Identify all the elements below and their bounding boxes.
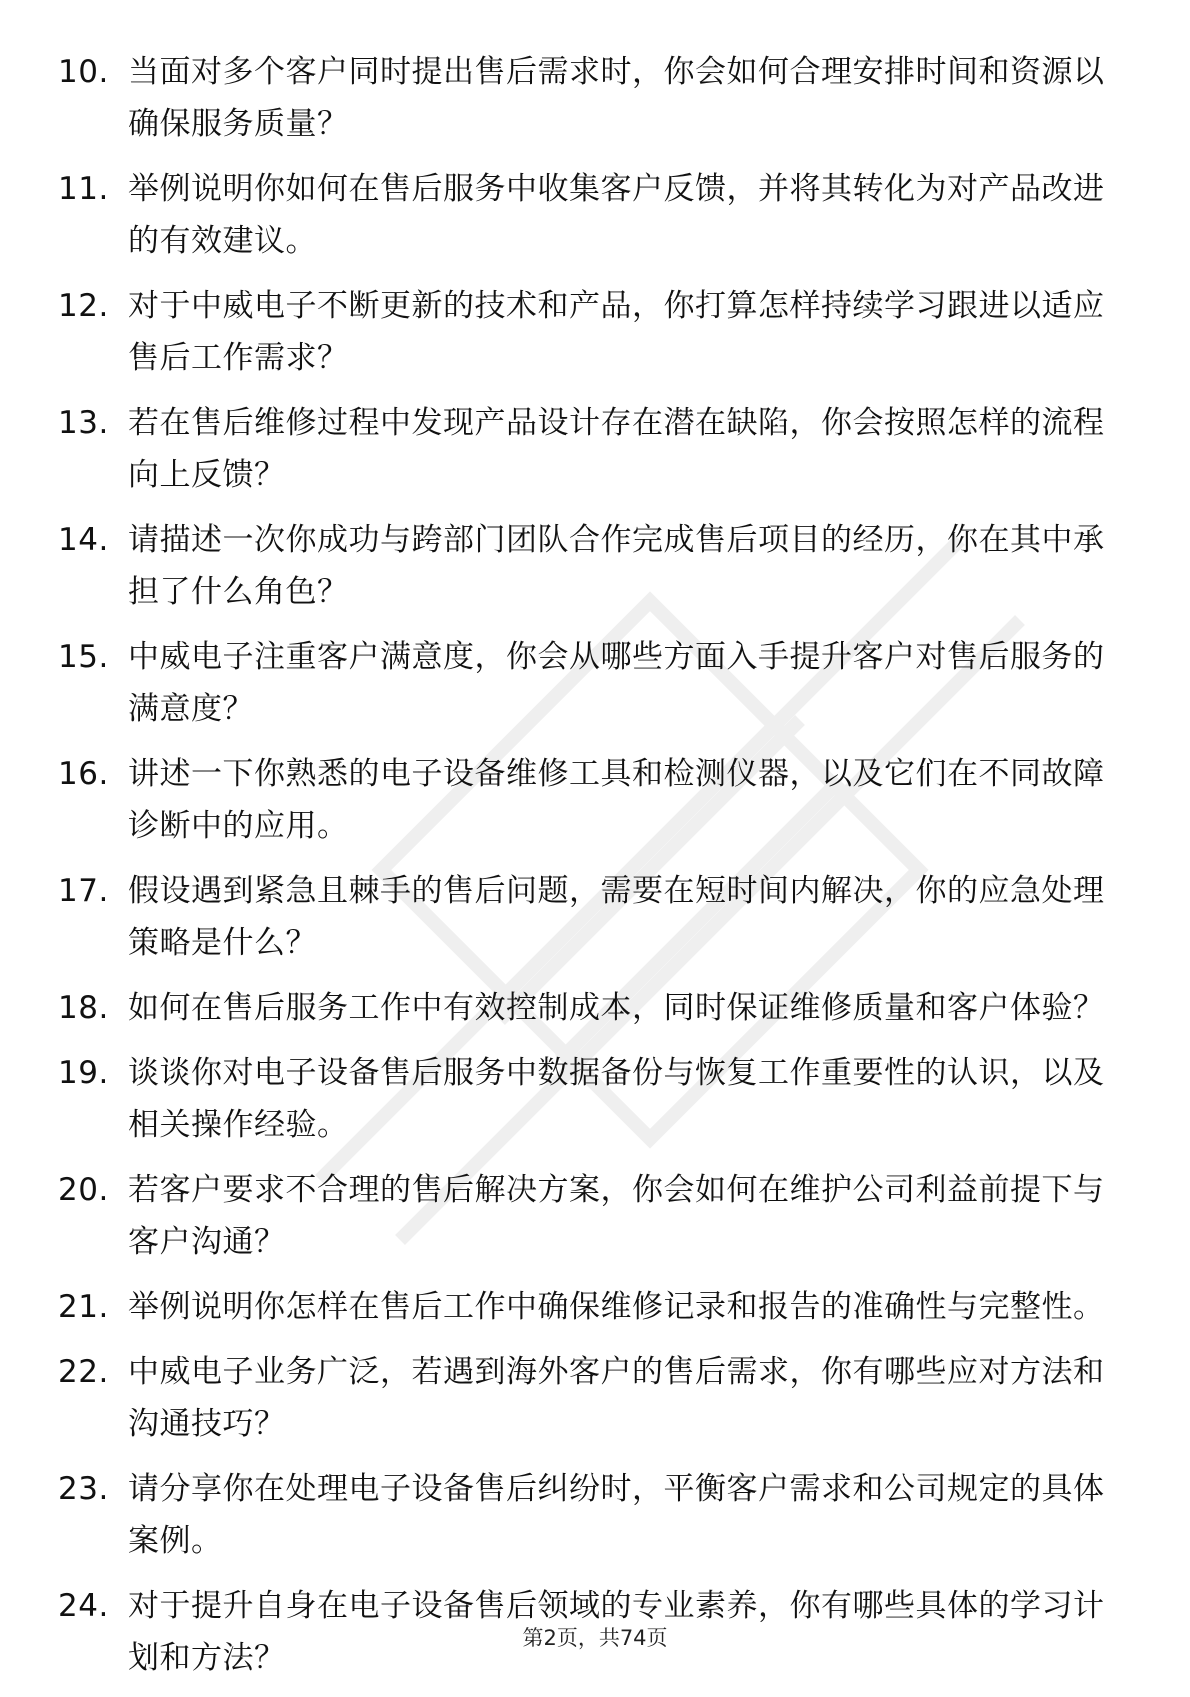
question-text: 若在售后维修过程中发现产品设计存在潜在缺陷，你会按照怎样的流程向上反馈？ <box>128 405 1105 493</box>
question-text: 谈谈你对电子设备售后服务中数据备份与恢复工作重要性的认识，以及相关操作经验。 <box>128 1055 1105 1143</box>
question-number: 16. <box>58 756 109 792</box>
question-list <box>58 46 1118 1697</box>
question-text: 举例说明你如何在售后服务中收集客户反馈，并将其转化为对产品改进的有效建议。 <box>128 171 1105 259</box>
question-number: 18. <box>58 990 109 1026</box>
question-number: 21. <box>58 1289 109 1325</box>
question-text: 请分享你在处理电子设备售后纠纷时，平衡客户需求和公司规定的具体案例。 <box>128 1471 1105 1559</box>
list-item <box>58 982 1118 1034</box>
list-item <box>58 46 1118 150</box>
list-item <box>58 748 1118 852</box>
question-text: 请描述一次你成功与跨部门团队合作完成售后项目的经历，你在其中承担了什么角色？ <box>128 522 1105 610</box>
page-footer: 第2页，共74页 <box>522 1626 668 1650</box>
question-number: 14. <box>58 522 109 558</box>
question-text: 对于中威电子不断更新的技术和产品，你打算怎样持续学习跟进以适应售后工作需求？ <box>128 288 1105 376</box>
question-number: 17. <box>58 873 109 909</box>
question-text: 举例说明你怎样在售后工作中确保维修记录和报告的准确性与完整性。 <box>128 1289 1105 1325</box>
list-item <box>58 514 1118 618</box>
list-item <box>58 397 1118 501</box>
list-item <box>58 1164 1118 1268</box>
list-item <box>58 1281 1118 1333</box>
question-number: 24. <box>58 1588 109 1624</box>
question-text: 中威电子注重客户满意度，你会从哪些方面入手提升客户对售后服务的满意度？ <box>128 639 1105 727</box>
question-text: 对于提升自身在电子设备售后领域的专业素养，你有哪些具体的学习计划和方法？ <box>128 1588 1105 1676</box>
question-number: 20. <box>58 1172 109 1208</box>
list-item <box>58 1346 1118 1450</box>
question-text: 当面对多个客户同时提出售后需求时，你会如何合理安排时间和资源以确保服务质量？ <box>128 54 1105 142</box>
question-number: 15. <box>58 639 109 675</box>
question-number: 22. <box>58 1354 109 1390</box>
question-text: 中威电子业务广泛，若遇到海外客户的售后需求，你有哪些应对方法和沟通技巧？ <box>128 1354 1105 1442</box>
list-item <box>58 631 1118 735</box>
question-number: 12. <box>58 288 109 324</box>
question-number: 13. <box>58 405 109 441</box>
question-number: 23. <box>58 1471 109 1507</box>
question-number: 19. <box>58 1055 109 1091</box>
list-item <box>58 163 1118 267</box>
question-number: 11. <box>58 171 109 207</box>
question-text: 如何在售后服务工作中有效控制成本，同时保证维修质量和客户体验？ <box>128 990 1105 1026</box>
list-item <box>58 280 1118 384</box>
list-item <box>58 1463 1118 1567</box>
list-item <box>58 1047 1118 1151</box>
question-text: 讲述一下你熟悉的电子设备维修工具和检测仪器，以及它们在不同故障诊断中的应用。 <box>128 756 1105 844</box>
question-number: 10. <box>58 54 109 90</box>
list-item <box>58 865 1118 969</box>
question-text: 假设遇到紧急且棘手的售后问题，需要在短时间内解决，你的应急处理策略是什么？ <box>128 873 1105 961</box>
question-text: 若客户要求不合理的售后解决方案，你会如何在维护公司利益前提下与客户沟通？ <box>128 1172 1105 1260</box>
